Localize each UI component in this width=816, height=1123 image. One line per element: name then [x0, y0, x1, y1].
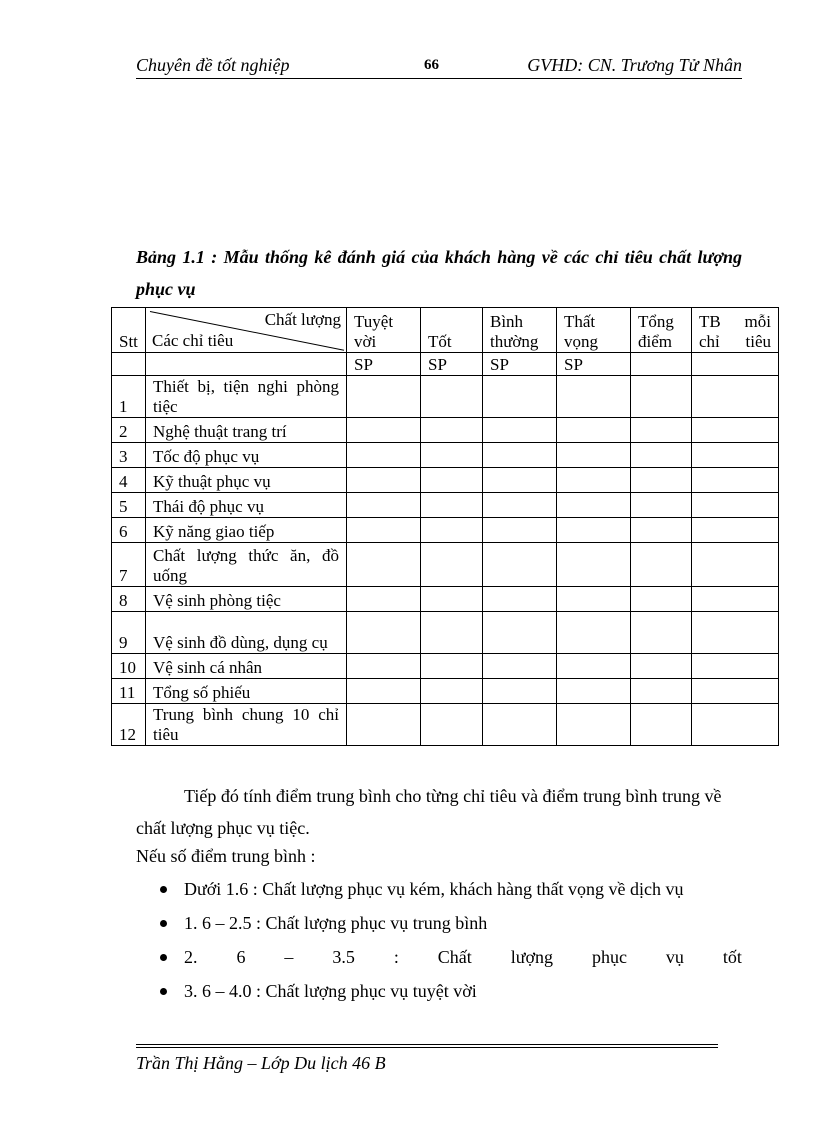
stt-cell: 1 [112, 376, 146, 418]
page-header [136, 52, 742, 79]
table-row [112, 543, 779, 587]
stt-cell: 11 [112, 679, 146, 704]
table-row [112, 443, 779, 468]
criterion-cell: Vệ sinh cá nhân [146, 654, 347, 679]
table-row [112, 468, 779, 493]
footer-rule [136, 1044, 718, 1045]
table-row [112, 493, 779, 518]
bullet-icon [160, 920, 167, 927]
criterion-cell: Trung bình chung 10 chỉ tiêu [146, 704, 347, 746]
table-row [112, 654, 779, 679]
unit-row [112, 353, 779, 376]
col-header: Tốt [421, 308, 483, 353]
page-number: 66 [424, 57, 439, 73]
bullet-icon [160, 886, 167, 893]
page-footer [136, 1044, 718, 1074]
table-row [112, 418, 779, 443]
footer-author: Trần Thị Hằng – Lớp Du lịch 46 B [136, 1053, 386, 1073]
unit-cell: SP [483, 353, 557, 376]
col-header: Tổng điểm [631, 308, 692, 353]
stt-cell: 7 [112, 543, 146, 587]
stt-cell: 2 [112, 418, 146, 443]
col-header: Tuyệt vời [347, 308, 421, 353]
unit-cell: SP [557, 353, 631, 376]
list-item: 2. 6 – 3.5 : Chất lượng phục vụ tốt [158, 947, 742, 981]
header-title: Chuyên đề tốt nghiệp [136, 55, 290, 75]
stt-cell: 3 [112, 443, 146, 468]
criterion-cell: Thái độ phục vụ [146, 493, 347, 518]
stt-cell: 10 [112, 654, 146, 679]
evaluation-table [111, 307, 779, 746]
criterion-cell: Kỹ năng giao tiếp [146, 518, 347, 543]
footer-rule [136, 1047, 718, 1048]
diagonal-header-cell [146, 308, 347, 353]
diag-top-label: Chất lượng [264, 310, 341, 329]
unit-cell: SP [347, 353, 421, 376]
criterion-cell: Thiết bị, tiện nghi phòng tiệc [146, 376, 347, 418]
criterion-cell: Tổng số phiếu [146, 679, 347, 704]
col-header: Bình thường [483, 308, 557, 353]
list-item: Dưới 1.6 : Chất lượng phục vụ kém, khách hàng thất vọng về dịch vụ [158, 879, 742, 913]
diag-bottom-label: Các chỉ tiêu [152, 331, 234, 350]
criterion-cell: Nghệ thuật trang trí [146, 418, 347, 443]
body-paragraph: Nếu số điểm trung bình : [136, 846, 316, 866]
criterion-cell: Vệ sinh đồ dùng, dụng cụ [146, 612, 347, 654]
table-row [112, 518, 779, 543]
unit-cell: SP [421, 353, 483, 376]
stt-cell: 5 [112, 493, 146, 518]
list-item: 1. 6 – 2.5 : Chất lượng phục vụ trung bình [158, 913, 742, 947]
criterion-cell: Kỹ thuật phục vụ [146, 468, 347, 493]
unit-cell [631, 353, 692, 376]
stt-cell: 6 [112, 518, 146, 543]
header-advisor: GVHD: CN. Trương Tử Nhân [527, 55, 742, 75]
table-row [112, 587, 779, 612]
table-header-row [112, 308, 779, 353]
stt-cell: 8 [112, 587, 146, 612]
table-caption: Bảng 1.1 : Mẫu thống kê đánh giá của khách hàng về các chỉ tiêu chất lượng phục vụ [136, 247, 742, 299]
bullet-icon [160, 954, 167, 961]
table-row [112, 704, 779, 746]
stt-cell: 4 [112, 468, 146, 493]
list-item: 3. 6 – 4.0 : Chất lượng phục vụ tuyệt vời [158, 981, 742, 1015]
score-scale-list [158, 879, 742, 1015]
stt-cell: 12 [112, 704, 146, 746]
criterion-cell: Vệ sinh phòng tiệc [146, 587, 347, 612]
criterion-cell: Tốc độ phục vụ [146, 443, 347, 468]
col-header: Thất vọng [557, 308, 631, 353]
table-row [112, 679, 779, 704]
col-header: TB mỗi chỉ tiêu [692, 308, 779, 353]
stt-cell: 9 [112, 612, 146, 654]
table-row [112, 376, 779, 418]
unit-cell [692, 353, 779, 376]
table-row [112, 612, 779, 654]
bullet-icon [160, 988, 167, 995]
body-paragraph: Tiếp đó tính điểm trung bình cho từng chỉ tiêu và điểm trung bình trung về chất lượng phục vụ tiệc. [136, 786, 722, 838]
criterion-cell: Chất lượng thức ăn, đồ uống [146, 543, 347, 587]
stt-header: Stt [112, 308, 146, 353]
